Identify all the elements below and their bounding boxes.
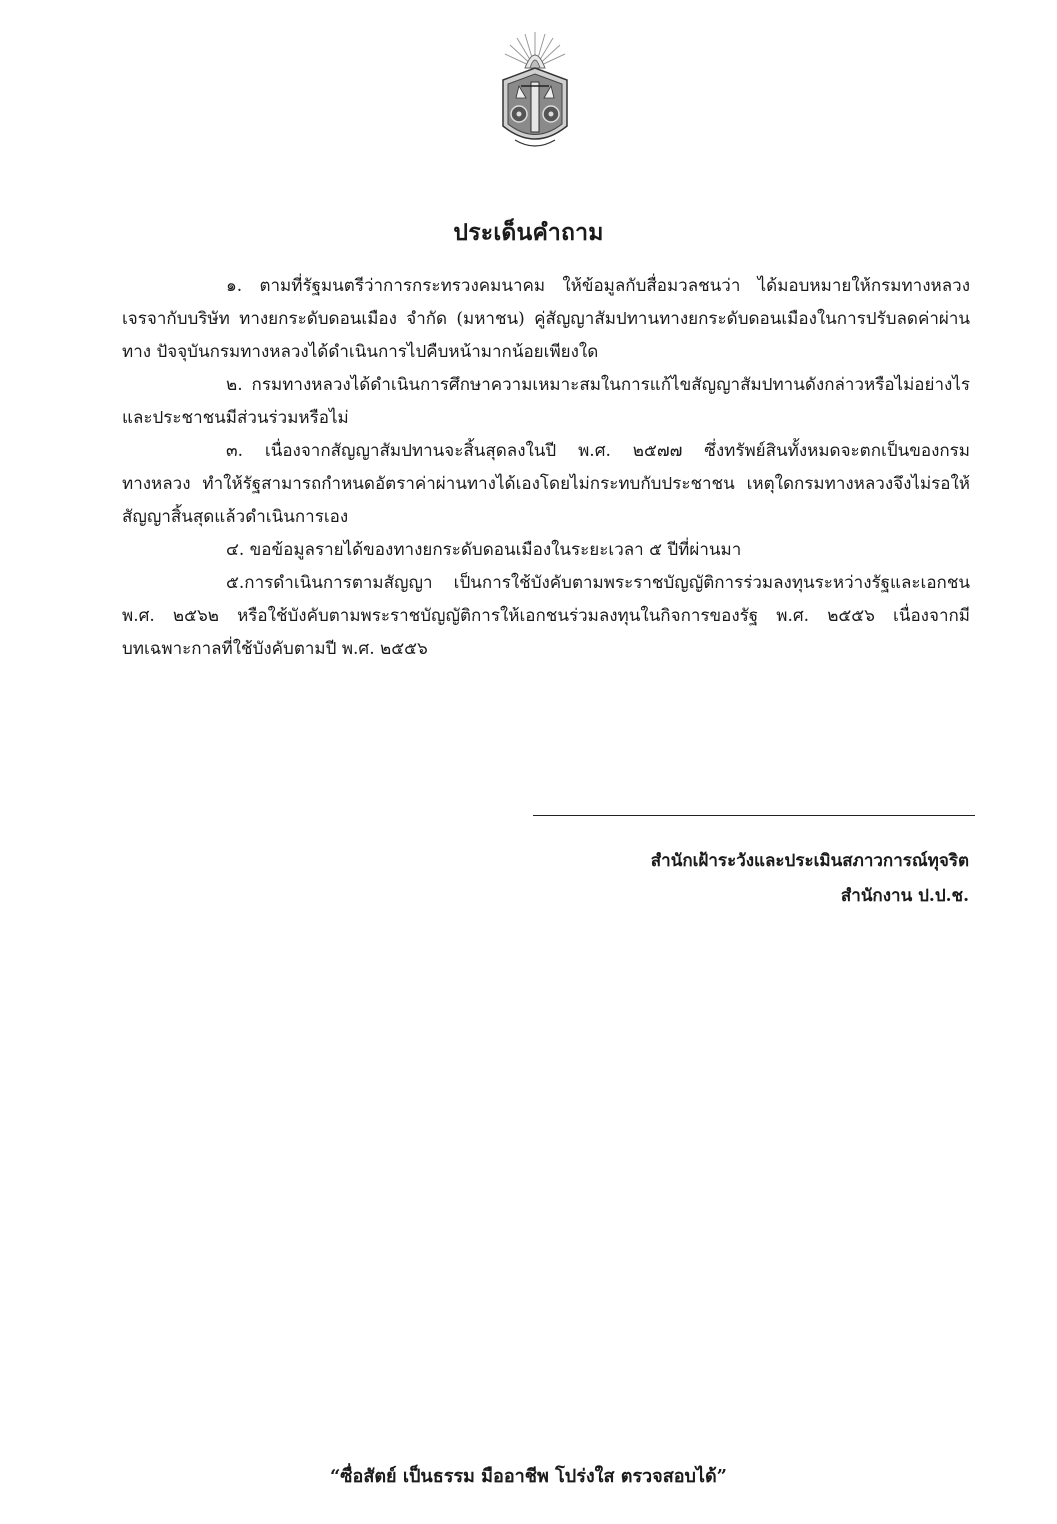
question-item: ๓. เนื่องจากสัญญาสัมปทานจะสิ้นสุดลงในปี พ.ศ. ๒๕๗๗ ซึ่งทรัพย์สินทั้งหมดจะตกเป็นของกรมทางหลวง ทำให้รัฐสามารถกำหนดอัตราค่าผ่านทางได้เองโดยไม่กระทบกับประชาชน เหตุใดกรมทางหลวงจึงไม่รอให้สัญญาสิ้นสุดแล้วดำเนินการเอง [122,441,970,527]
question-item: ๒. กรมทางหลวงได้ดำเนินการศึกษาความเหมาะสมในการแก้ไขสัญญาสัมปทานดังกล่าวหรือไม่อย่างไร และประชาชนมีส่วนร่วมหรือไม่ [122,375,970,428]
emblem-logo [497,28,573,158]
signature-divider [533,815,975,816]
agency-name: สำนักงาน ป.ป.ช. [840,886,969,906]
question-item: ๕.การดำเนินการตามสัญญา เป็นการใช้บังคับตามพระราชบัญญัติการร่วมลงทุนระหว่างรัฐและเอกชน พ.ศ. ๒๕๖๒ หรือใช้บังคับตามพระราชบัญญัติการให้เอกชนร่วมลงทุนในกิจการของรัฐ พ.ศ. ๒๕๕๖ เนื่องจากมีบทเฉพาะกาลที่ใช้บังคับตามปี พ.ศ. ๒๕๕๖ [122,573,970,659]
motto-footer: “ซื่อสัตย์ เป็นธรรม มืออาชีพ โปร่งใส ตรวจสอบได้” [329,1466,728,1487]
question-item: ๔. ขอข้อมูลรายได้ของทางยกระดับดอนเมืองในระยะเวลา ๕ ปีที่ผ่านมา [226,540,742,560]
question-item: ๑. ตามที่รัฐมนตรีว่าการกระทรวงคมนาคม ให้ข้อมูลกับสื่อมวลชนว่า ได้มอบหมายให้กรมทางหลวงเจรจากับบริษัท ทางยกระดับดอนเมือง จำกัด (มหาชน) คู่สัญญาสัมปทานทางยกระดับดอนเมืองในการปรับลดค่าผ่านทาง ปัจจุบันกรมทางหลวงได้ดำเนินการไปคืบหน้ามากน้อยเพียงใด [122,276,970,362]
document-title: ประเด็นคำถาม [453,219,604,246]
question-list [122,270,970,666]
office-name: สำนักเฝ้าระวังและประเมินสภาวการณ์ทุจริต [650,851,969,871]
